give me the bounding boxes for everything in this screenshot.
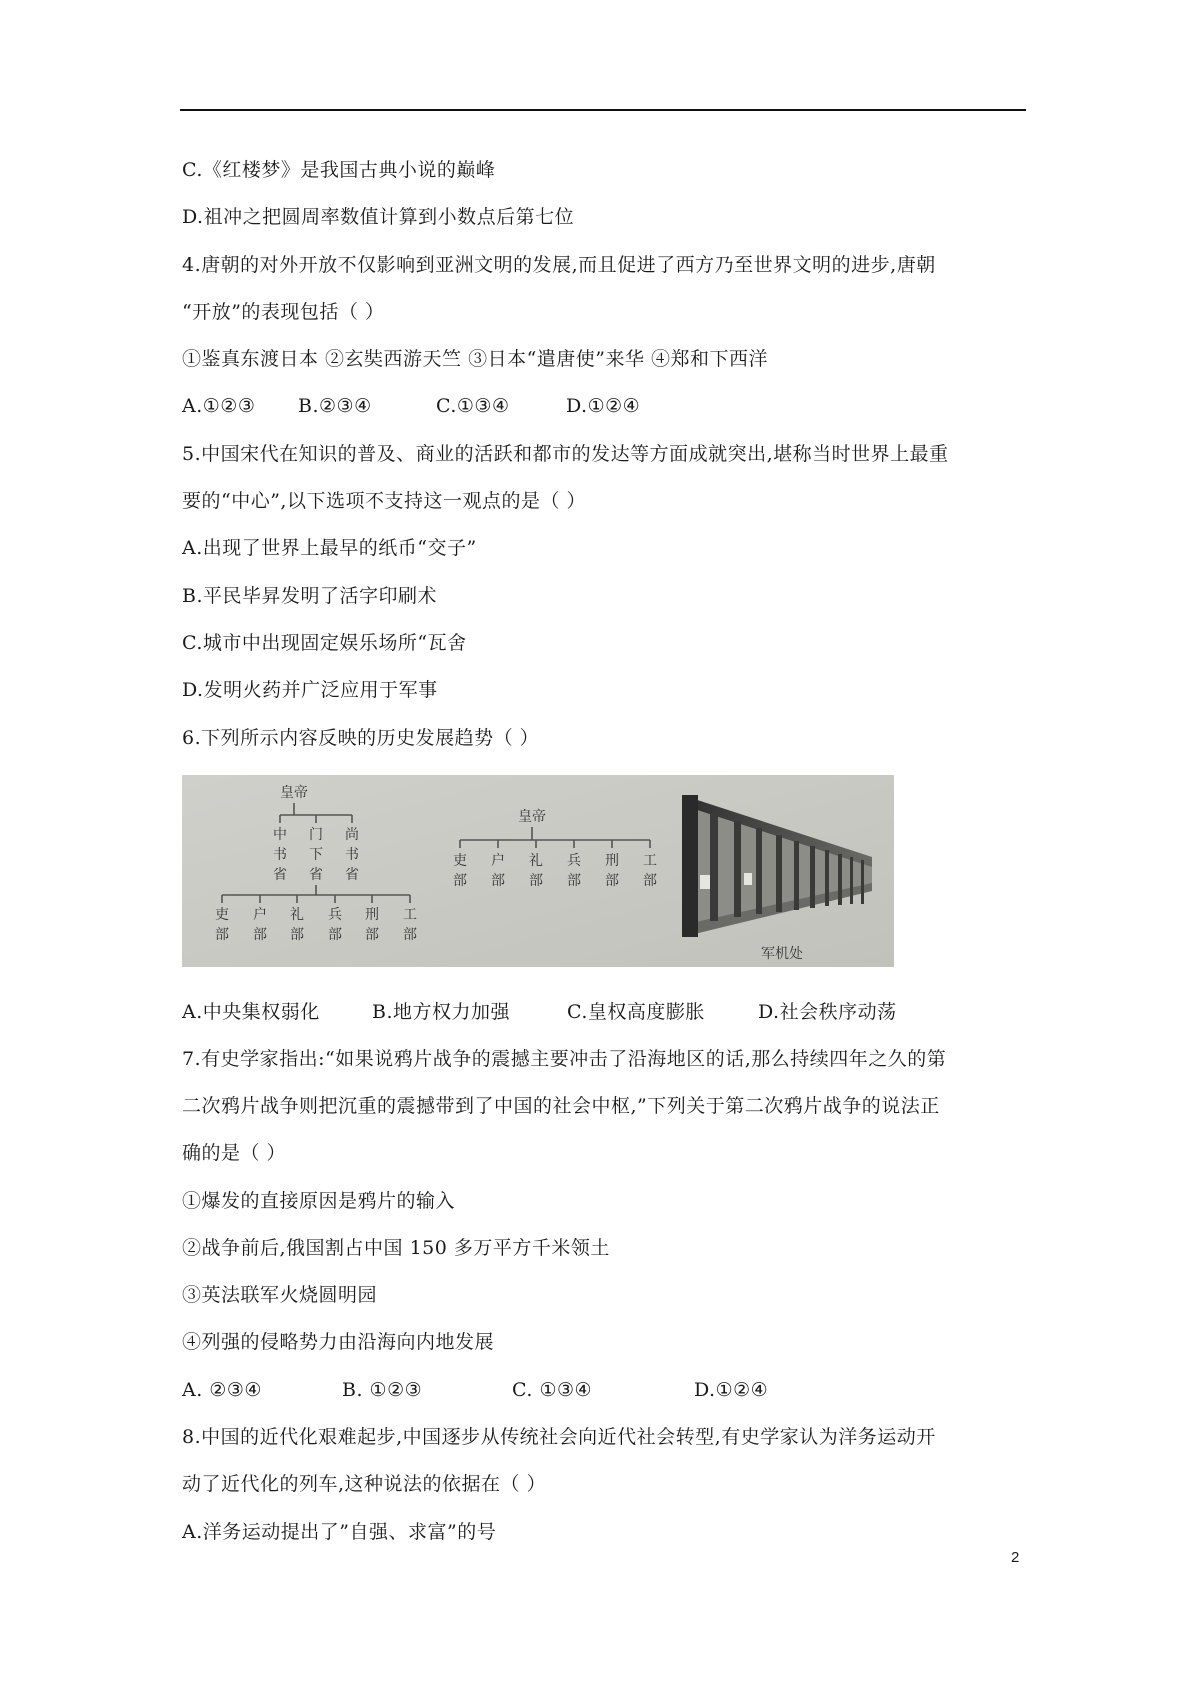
q7-option-a: A. ②③④ [182,1379,262,1401]
q4-option-a: A.①②③ [182,395,256,417]
question-7-stem: 7.有史学家指出:“如果说鸦片战争的震撼主要冲击了沿海地区的话,那么持续四年之久的第 [182,1048,947,1070]
q7-option-c: C. ①③④ [512,1379,593,1401]
question-4-items: ①鉴真东渡日本 ②玄奘西游天竺 ③日本“遣唐使”来华 ④郑和下西洋 [182,348,769,370]
left-ministry-label-3: 兵部 [328,907,342,943]
q7-option-d: D.①②④ [694,1379,769,1401]
question-5-stem: 5.中国宋代在知识的普及、商业的活跃和都市的发达等方面成就突出,堪称当时世界上最重 [182,443,949,465]
left-ministry-label-0: 吏部 [215,907,229,943]
question-8-stem-cont: 动了近代化的列车,这种说法的依据在（ ） [182,1473,547,1495]
q5-option-c: C.城市中出现固定娱乐场所“瓦舍 [182,632,467,654]
center-ministry-label-3: 兵部 [567,853,581,889]
left-ministry-label-2: 礼部 [290,907,304,943]
center-ministry-label-4: 刑部 [605,853,619,889]
q8-option-a: A.洋务运动提出了”自强、求富”的号 [182,1521,497,1543]
q5-option-b: B.平民毕昇发明了活字印刷术 [182,585,438,607]
left-ministry-label-1: 户部 [253,907,267,943]
page-number: 2 [1011,1549,1020,1566]
question-4-stem: 4.唐朝的对外开放不仅影响到亚洲文明的发展,而且促进了西方乃至世界文明的进步,唐朝 [182,254,936,276]
left-province-label-1: 门下省 [309,827,323,883]
center-ministry-label-0: 吏部 [453,853,467,889]
center-ministry-label-1: 户部 [491,853,505,889]
q6-option-b: B.地方权力加强 [372,1001,511,1023]
center-emperor-label: 皇帝 [518,809,546,825]
header-rule [180,109,1026,111]
question-5-stem-cont: 要的“中心”,以下选项不支持这一观点的是（ ） [182,490,587,512]
left-province-label-2: 尚书省 [345,827,359,883]
left-ministry-label-5: 工部 [403,907,417,943]
q7-item-3: ③英法联军火烧圆明园 [182,1284,378,1306]
q7-item-1: ①爆发的直接原因是鸦片的输入 [182,1190,456,1212]
q7-option-b: B. ①②③ [342,1379,423,1401]
q6-option-a: A.中央集权弱化 [182,1001,320,1023]
q7-item-4: ④列强的侵略势力由沿海向内地发展 [182,1331,495,1353]
center-ministry-label-5: 工部 [643,853,657,889]
q6-figure [182,775,894,967]
q6-option-c: C.皇权高度膨胀 [567,1001,705,1023]
q4-option-d: D.①②④ [566,395,641,417]
q4-option-c: C.①③④ [436,395,510,417]
left-mid-labels [273,826,359,883]
q5-option-d: D.发明火药并广泛应用于军事 [182,679,438,701]
q5-option-a: A.出现了世界上最早的纸币“交子” [182,537,477,559]
question-4-stem-cont: “开放”的表现包括（ ） [182,301,385,323]
question-8-stem: 8.中国的近代化艰难起步,中国逐步从传统社会向近代社会转型,有史学家认为洋务运动开 [182,1426,936,1448]
q6-figure-svg [182,775,894,967]
question-7-stem-cont: 二次鸦片战争则把沉重的震撼带到了中国的社会中枢,”下列关于第二次鸦片战争的说法正 [182,1095,940,1117]
question-7-stem-end: 确的是（ ） [182,1142,287,1164]
q3-option-c: C.《红楼梦》是我国古典小说的巅峰 [182,159,496,181]
left-ministry-label-4: 刑部 [365,907,379,943]
junjichu-caption: 军机处 [761,946,803,962]
question-6-stem: 6.下列所示内容反映的历史发展趋势（ ） [182,727,540,749]
left-province-label-0: 中书省 [273,827,287,883]
q3-option-d: D.祖冲之把圆周率数值计算到小数点后第七位 [182,206,575,228]
left-emperor-label: 皇帝 [280,785,308,801]
center-ministry-label-2: 礼部 [529,853,543,889]
q7-item-2: ②战争前后,俄国割占中国 150 多万平方千米领土 [182,1237,610,1259]
q4-option-b: B.②③④ [298,395,372,417]
q6-option-d: D.社会秩序动荡 [758,1001,897,1023]
